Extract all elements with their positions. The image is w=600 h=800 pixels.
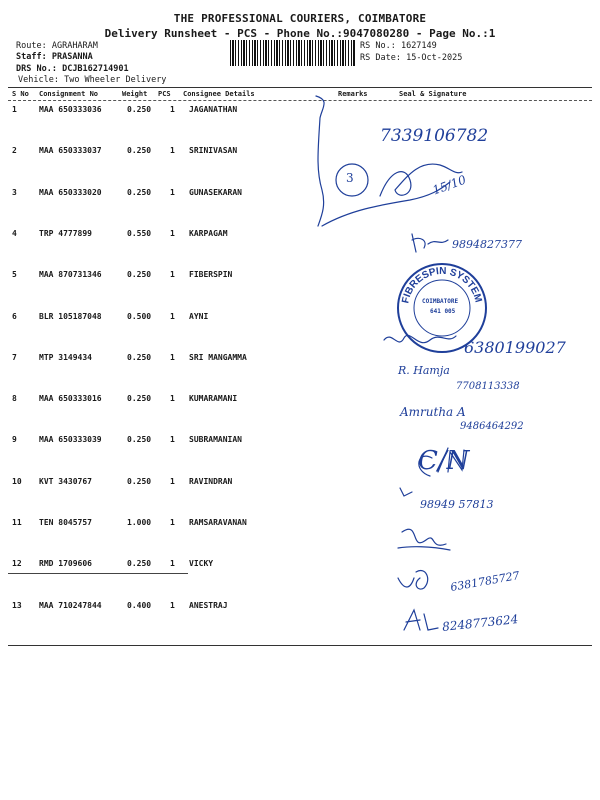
handwritten-name-8: Amrutha A [400,405,466,419]
row-consignee: KARPAGAM [189,229,228,238]
row-pcs: 1 [170,270,175,279]
row-pcs: 1 [170,229,175,238]
handwritten-name-7: R. Hamja [398,364,450,377]
row-sno: 4 [12,229,17,238]
row-weight: 0.400 [127,601,152,610]
runsheet-subtitle: Delivery Runsheet - PCS - Phone No.:9047080280 - Page No.:1 [104,27,496,40]
row-pcs: 1 [170,477,175,486]
row-pcs: 1 [170,353,175,362]
row-weight: 0.250 [127,435,152,444]
row-consignment-no: TEN 8045757 [39,518,92,527]
rs-date-label: RS Date: [360,53,401,63]
row-consignment-no: MAA 650333037 [39,146,102,155]
company-stamp [396,262,488,354]
row-consignment-no: MAA 650333016 [39,394,102,403]
rs-no-label: RS No.: [360,41,396,51]
row-consignee: SRINIVASAN [189,146,238,155]
row-consignment-no: MAA 650333036 [39,105,102,114]
row-pcs: 1 [170,146,175,155]
row-weight: 0.250 [127,146,152,155]
row-sno: 12 [12,559,22,568]
row-consignment-no: MAA 650333020 [39,188,102,197]
staff-value: PRASANNA [51,52,93,62]
route-label: Route: [16,41,47,51]
row-sno: 3 [12,188,17,197]
row-weight: 0.250 [127,559,152,568]
row-sno: 9 [12,435,17,444]
row-consignment-no: MTP 3149434 [39,353,92,362]
row-weight: 0.250 [127,270,152,279]
row-sno: 6 [12,312,17,321]
handwritten-phone-1-2: 7339106782 [380,126,489,146]
row-sno: 1 [12,105,17,114]
row-consignee: JAGANATHAN [189,105,238,114]
vehicle-value: Two Wheeler Delivery [64,75,167,85]
row-consignee: GUNASEKARAN [189,188,242,197]
handwritten-phone-8: 9486464292 [460,421,524,432]
col-pcs: PCS [158,90,171,98]
handwritten-date-3: 15/10 [430,172,468,198]
handwritten-phone-7: 7708113338 [456,381,520,392]
row-consignee: RAMSARAVANAN [189,518,247,527]
row-pcs: 1 [170,188,175,197]
row-sno: 5 [12,270,17,279]
col-sno: S No [12,90,29,98]
row-weight: 0.250 [127,105,152,114]
handwritten-initials-9: C/N [418,446,470,476]
stamp-centre-text: COIMBATORE [422,298,459,305]
staff-label: Staff: [16,52,47,62]
row-consignee: KUMARAMANI [189,394,238,403]
col-remarks: Remarks [338,90,368,98]
row-sno: 10 [12,477,22,486]
handwritten-phone-10: 98949 57813 [420,498,494,511]
col-consignee: Consignee Details [183,90,255,98]
row-consignment-no: RMD 1709606 [39,559,92,568]
drs-label: DRS No.: [16,64,57,74]
row-weight: 0.250 [127,477,152,486]
row-pcs: 1 [170,435,175,444]
row-consignee: SRI MANGAMMA [189,353,247,362]
row-pcs: 1 [170,518,175,527]
row-weight: 0.500 [127,312,152,321]
bracket-stroke [316,96,324,226]
row-pcs: 1 [170,559,175,568]
stamp-pin: 641 005 [430,308,456,315]
row-weight: 0.550 [127,229,152,238]
vehicle-label: Vehicle: [18,75,59,85]
row-consignee: FIBERSPIN [189,270,233,279]
row-consignment-no: TRP 4777899 [39,229,92,238]
company-title: THE PROFESSIONAL COURIERS, COIMBATORE [173,12,427,25]
row-sno: 8 [12,394,17,403]
col-consignment: Consignment No [39,90,99,98]
row-sno: 13 [12,601,22,610]
row-consignment-no: MAA 650333039 [39,435,102,444]
handwritten-phone-12: 6381785727 [449,569,521,594]
rs-date-value: 15-Oct-2025 [406,53,463,63]
stamp-ring-text: FIBRESPIN SYSTEM [400,265,484,305]
row-consignee: RAVINDRAN [189,477,233,486]
drs-value: DCJB162714901 [62,64,129,74]
row-consignee: AYNI [189,312,209,321]
row-sno: 11 [12,518,22,527]
row-weight: 0.250 [127,188,152,197]
handwritten-phone-13: 8248773624 [441,612,519,634]
handwritten-phone-6: 6380199027 [464,338,566,357]
row-consignee: VICKY [189,559,214,568]
row-sno: 2 [12,146,17,155]
signature-13-scribble [404,610,438,630]
row-pcs: 1 [170,312,175,321]
row-consignee: ANESTRAJ [189,601,228,610]
row-consignment-no: KVT 3430767 [39,477,92,486]
row-sno: 7 [12,353,17,362]
row-pcs: 1 [170,601,175,610]
col-weight: Weight [122,90,148,98]
handwritten-phone-4: 9894827377 [452,238,522,251]
row-consignment-no: MAA 870731346 [39,270,102,279]
row-consignee: SUBRAMANIAN [189,435,242,444]
route-value: AGRAHARAM [51,41,98,51]
rs-no-value: 1627149 [400,41,437,51]
signature-4-scribble [412,234,448,252]
signature-10-scribble [400,488,412,496]
signature-12-scribble [398,571,428,590]
signature-11-scribble [398,529,450,550]
row-consignment-no: BLR 105187048 [39,312,102,321]
row-pcs: 1 [170,394,175,403]
row-consignment-no: MAA 710247844 [39,601,102,610]
delivery-arrow-stroke [322,182,450,226]
row-weight: 0.250 [127,353,152,362]
row-pcs: 1 [170,105,175,114]
row-weight: 1.000 [127,518,152,527]
col-seal-signature: Seal & Signature [399,90,467,98]
row-weight: 0.250 [127,394,152,403]
handwritten-circle-number: 3 [346,171,354,185]
